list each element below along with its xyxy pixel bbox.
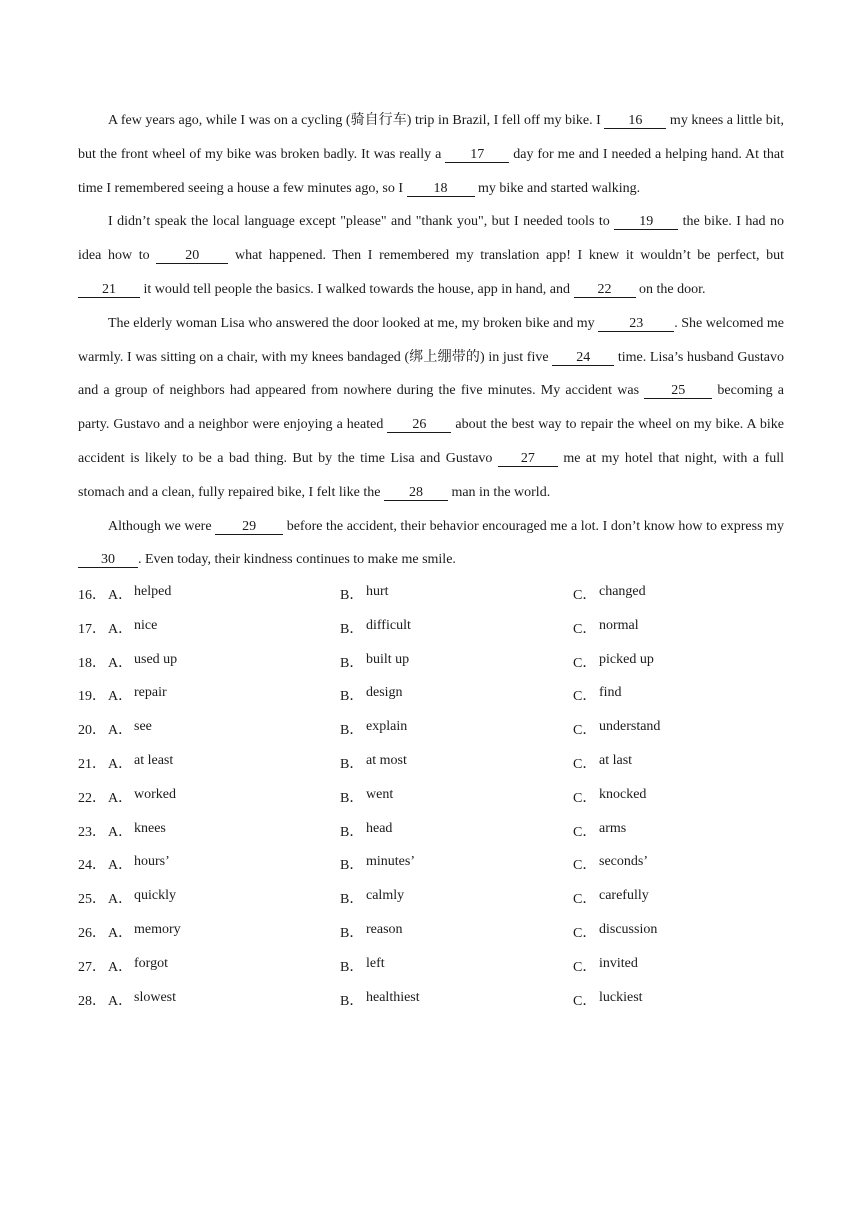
option-b[interactable]	[340, 685, 573, 705]
option-letter: A．	[108, 689, 133, 705]
passage-text: I didn’t speak the local language except "please" and "thank you", but I needed tools to	[108, 214, 615, 230]
option-letter: C．	[573, 689, 597, 705]
passage-text: The elderly woman Lisa who answered the door looked at me, my broken bike and my	[108, 315, 599, 331]
question-number: 27．	[78, 959, 106, 975]
option-text: at most	[366, 753, 407, 769]
option-letter: C．	[573, 588, 597, 604]
option-c[interactable]	[573, 652, 783, 672]
option-letter: A．	[108, 588, 133, 604]
option-letter: B．	[340, 824, 364, 840]
option-letter: C．	[573, 723, 597, 739]
question-row	[78, 746, 784, 780]
option-letter: A．	[108, 723, 133, 739]
question-options	[78, 577, 784, 1016]
option-a[interactable]	[108, 854, 340, 874]
option-a[interactable]	[108, 584, 340, 604]
passage-text: before the accident, their behavior encouraged me a lot. I don’t know how to express my	[283, 518, 784, 534]
blank-28: 28	[384, 485, 448, 501]
option-letter: A．	[108, 757, 133, 773]
option-b[interactable]	[340, 719, 573, 739]
option-b[interactable]	[340, 618, 573, 638]
option-letter: C．	[573, 892, 597, 908]
option-letter: C．	[573, 959, 597, 975]
option-text: memory	[134, 922, 181, 938]
passage-text: time. Lisa’s husband Gustavo and a group of neighbors had appeared from nowhere during the five minutes. My accident was	[78, 349, 784, 399]
blank-24: 24	[552, 350, 614, 366]
option-letter: C．	[573, 621, 597, 637]
passage-paragraph-3	[78, 307, 784, 510]
option-text: invited	[599, 955, 638, 971]
option-b[interactable]	[340, 753, 573, 773]
question-number: 24．	[78, 858, 106, 874]
option-a[interactable]	[108, 922, 340, 942]
blank-26: 26	[387, 417, 451, 433]
question-row	[78, 780, 784, 814]
passage-text: my bike and started walking.	[474, 180, 641, 196]
option-text: design	[366, 685, 403, 701]
option-letter: A．	[108, 892, 133, 908]
option-letter: B．	[340, 858, 364, 874]
option-letter: B．	[340, 723, 364, 739]
passage-text: on the door.	[635, 281, 706, 297]
passage-paragraph-2	[78, 205, 784, 306]
option-text: left	[366, 955, 385, 971]
option-c[interactable]	[573, 922, 783, 942]
option-b[interactable]	[340, 888, 573, 908]
question-number: 21．	[78, 757, 106, 773]
option-letter: A．	[108, 926, 133, 942]
option-text: helped	[134, 584, 172, 600]
option-text: find	[599, 685, 622, 701]
option-a[interactable]	[108, 652, 340, 672]
option-letter: B．	[340, 689, 364, 705]
option-text: discussion	[599, 922, 658, 938]
question-number: 20．	[78, 723, 106, 739]
option-b[interactable]	[340, 854, 573, 874]
option-text: built up	[366, 651, 410, 667]
option-text: at last	[599, 753, 633, 769]
option-letter: B．	[340, 790, 364, 806]
option-c[interactable]	[573, 956, 783, 976]
option-letter: B．	[340, 993, 364, 1009]
question-row	[78, 611, 784, 645]
option-text: worked	[134, 786, 176, 802]
option-text: used up	[134, 651, 178, 667]
passage-text: me at my hotel that night, with a full stomach and a clean, fully repaired bike, I felt like the	[78, 450, 784, 500]
question-row	[78, 949, 784, 983]
passage-text: becoming a party. Gustavo and a neighbor were enjoying a heated	[78, 383, 785, 433]
option-c[interactable]	[573, 584, 783, 604]
option-b[interactable]	[340, 956, 573, 976]
blank-23: 23	[598, 316, 674, 332]
option-b[interactable]	[340, 787, 573, 807]
passage-text: what happened. Then I remembered my translation app! I knew it wouldn’t be perfect, but	[228, 248, 785, 264]
option-text: normal	[599, 617, 639, 633]
exam-page	[78, 104, 784, 1017]
option-text: quickly	[134, 888, 176, 904]
option-letter: B．	[340, 926, 364, 942]
option-a[interactable]	[108, 956, 340, 976]
blank-27: 27	[498, 451, 558, 467]
option-letter: B．	[340, 655, 364, 671]
question-row	[78, 983, 784, 1017]
option-text: forgot	[134, 955, 168, 971]
question-row	[78, 881, 784, 915]
option-letter: A．	[108, 959, 133, 975]
option-text: seconds’	[599, 854, 648, 870]
question-row	[78, 814, 784, 848]
question-row	[78, 679, 784, 713]
option-letter: B．	[340, 892, 364, 908]
option-c[interactable]	[573, 719, 783, 739]
question-number: 25．	[78, 892, 106, 908]
blank-25: 25	[644, 383, 712, 399]
option-letter: C．	[573, 757, 597, 773]
option-text: changed	[599, 584, 646, 600]
option-letter: C．	[573, 790, 597, 806]
option-text: picked up	[599, 651, 654, 667]
question-row	[78, 848, 784, 882]
passage-text: . Even today, their kindness continues to make me smile.	[138, 552, 456, 568]
option-text: minutes’	[366, 854, 415, 870]
option-c[interactable]	[573, 618, 783, 638]
blank-16: 16	[604, 113, 666, 129]
option-letter: C．	[573, 993, 597, 1009]
option-letter: A．	[108, 655, 133, 671]
blank-21: 21	[78, 282, 140, 298]
option-text: knees	[134, 820, 166, 836]
option-a[interactable]	[108, 618, 340, 638]
question-row	[78, 712, 784, 746]
option-a[interactable]	[108, 685, 340, 705]
option-text: calmly	[366, 888, 405, 904]
passage-text: about the best way to repair the wheel on my bike. A bike accident is likely to be a bad thing. But by the time Lisa and Gustavo	[78, 417, 784, 466]
option-text: difficult	[366, 617, 411, 633]
option-letter: B．	[340, 757, 364, 773]
option-text: hours’	[134, 854, 170, 870]
passage-paragraph-4	[78, 510, 784, 578]
blank-30: 30	[78, 552, 138, 568]
option-letter: B．	[340, 959, 364, 975]
option-text: arms	[599, 820, 627, 836]
option-letter: C．	[573, 824, 597, 840]
option-letter: A．	[108, 621, 133, 637]
option-letter: A．	[108, 790, 133, 806]
option-text: at least	[134, 753, 174, 769]
question-number: 19．	[78, 689, 106, 705]
option-letter: A．	[108, 824, 133, 840]
passage-text: Although we were	[108, 518, 216, 534]
passage-text: it would tell people the basics. I walked towards the house, app in hand, and	[140, 281, 574, 297]
option-letter: C．	[573, 655, 597, 671]
blank-29: 29	[215, 519, 283, 535]
blank-19: 19	[614, 214, 678, 230]
option-a[interactable]	[108, 990, 340, 1010]
question-number: 28．	[78, 993, 106, 1009]
option-c[interactable]	[573, 753, 783, 773]
question-row	[78, 645, 784, 679]
option-c[interactable]	[573, 854, 783, 874]
option-c[interactable]	[573, 990, 783, 1010]
blank-20: 20	[156, 248, 228, 264]
option-letter: B．	[340, 621, 364, 637]
passage-text: the bike. I had no idea how to	[78, 214, 784, 264]
option-b[interactable]	[340, 922, 573, 942]
question-number: 18．	[78, 655, 106, 671]
option-b[interactable]	[340, 652, 573, 672]
passage-paragraph-1	[78, 104, 784, 205]
option-c[interactable]	[573, 787, 783, 807]
option-text: understand	[599, 719, 661, 735]
option-a[interactable]	[108, 888, 340, 908]
option-letter: A．	[108, 993, 133, 1009]
option-c[interactable]	[573, 685, 783, 705]
option-b[interactable]	[340, 990, 573, 1010]
option-text: see	[134, 719, 152, 735]
option-a[interactable]	[108, 753, 340, 773]
question-row	[78, 577, 784, 611]
question-number: 22．	[78, 790, 106, 806]
option-c[interactable]	[573, 821, 783, 841]
option-letter: C．	[573, 858, 597, 874]
option-b[interactable]	[340, 821, 573, 841]
passage-text: A few years ago, while I was on a cycling (骑自行车) trip in Brazil, I fell off my bike. I	[108, 113, 605, 128]
question-number: 17．	[78, 621, 106, 637]
option-text: head	[366, 820, 393, 836]
option-text: slowest	[134, 989, 176, 1005]
option-c[interactable]	[573, 888, 783, 908]
option-text: repair	[134, 685, 167, 701]
option-letter: B．	[340, 588, 364, 604]
question-number: 16．	[78, 588, 106, 604]
option-text: nice	[134, 617, 158, 633]
passage-text: man in the world.	[447, 484, 551, 500]
passage-text: day for me and I needed a helping hand. At that time I remembered seeing a house a few minutes ago, so I	[78, 146, 784, 196]
option-b[interactable]	[340, 584, 573, 604]
option-text: healthiest	[366, 989, 420, 1005]
option-letter: C．	[573, 926, 597, 942]
option-letter: A．	[108, 858, 133, 874]
option-text: reason	[366, 922, 403, 938]
option-text: carefully	[599, 888, 649, 904]
option-a[interactable]	[108, 787, 340, 807]
option-text: explain	[366, 719, 408, 735]
option-a[interactable]	[108, 821, 340, 841]
option-text: luckiest	[599, 989, 643, 1005]
question-number: 26．	[78, 926, 106, 942]
question-number: 23．	[78, 824, 106, 840]
option-a[interactable]	[108, 719, 340, 739]
option-text: hurt	[366, 584, 389, 600]
option-text: went	[366, 786, 394, 802]
question-row	[78, 915, 784, 949]
blank-22: 22	[574, 282, 636, 298]
blank-18: 18	[407, 181, 475, 197]
passage-text: my knees a little bit, but the front wheel of my bike was broken badly. It was really a	[78, 113, 784, 162]
blank-17: 17	[445, 147, 509, 163]
option-text: knocked	[599, 786, 647, 802]
passage-text: . She welcomed me warmly. I was sitting on a chair, with my knees bandaged (绑上绷带的) in just five	[78, 315, 784, 365]
